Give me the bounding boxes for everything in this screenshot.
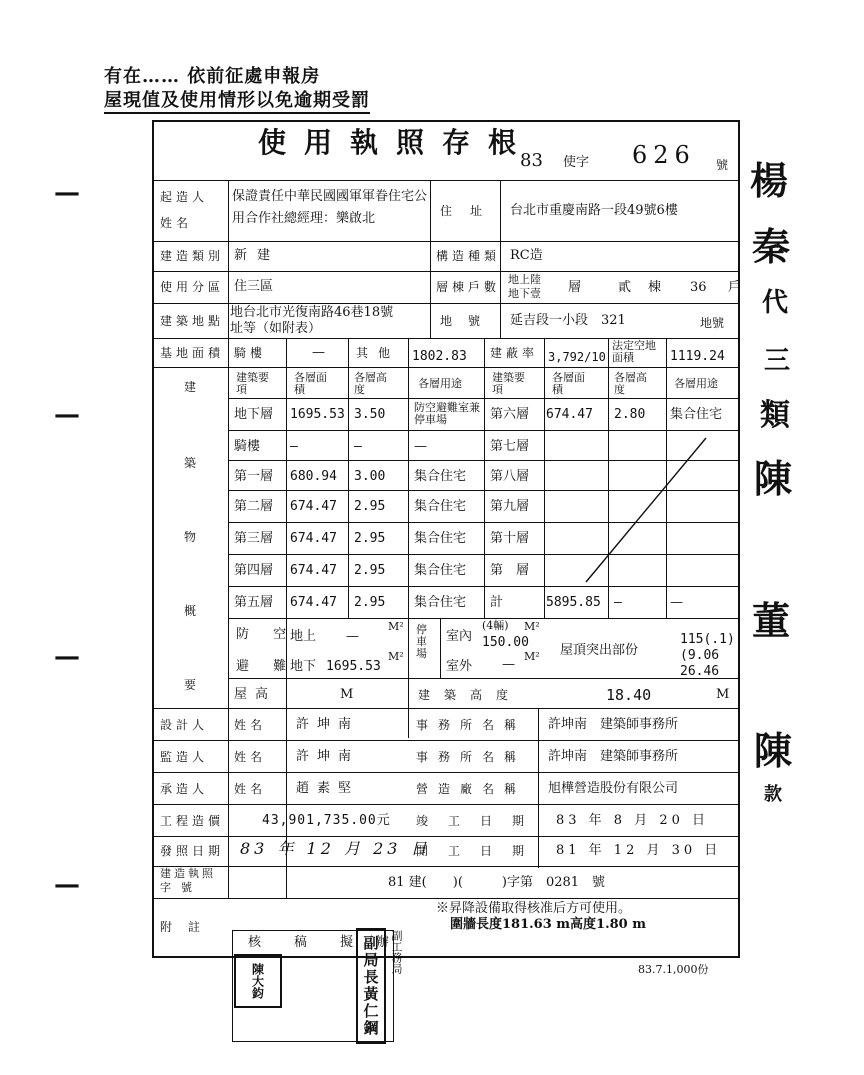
parking-indoor: 室內 [446, 629, 473, 644]
parking-label: 停車場 [416, 623, 427, 660]
right-row-floor: 第九層 [490, 499, 530, 514]
floors-above: 地上陸 [508, 273, 541, 286]
right-row-floor: 第十層 [490, 531, 530, 546]
right-row-use: 集合住宅 [670, 407, 723, 422]
designer-name: 許坤南 [296, 717, 360, 732]
completion-date: 83 年 8 月 20 日 [556, 813, 710, 828]
left-row-height: — [354, 439, 362, 454]
approval-1: 核 [248, 935, 262, 950]
contractor-name-label: 姓名 [234, 782, 267, 796]
left-row-use: 集合住宅 [414, 499, 467, 514]
coverage-label: 建蔽率 [490, 346, 539, 360]
supervisor-office-label: 事務所名稱 [416, 750, 527, 764]
type-label: 建造類別 [160, 249, 225, 263]
note-label: 附註 [160, 920, 217, 934]
builder-name: 保證責任中華民國國軍軍眷住宅公用合作社總經理：樂啟北 [232, 189, 428, 226]
floors-unit: 層 [568, 280, 582, 295]
roof-value-1: 115(.1) [680, 632, 735, 647]
site-address-note: 址等（如附表） [230, 321, 322, 336]
header-note-line1: 有在…… 依前征處申報房 [104, 66, 321, 87]
shelter-label-bottom: 避 難 [236, 659, 297, 674]
section-char-4: 概 [184, 604, 201, 618]
site-address: 地台北市光復南路46巷18號 [230, 305, 394, 320]
left-row-area: 680.94 [290, 469, 337, 484]
designer-name-label: 姓名 [234, 718, 267, 732]
cost-label: 工程造價 [160, 814, 225, 828]
permit-label-2: 字號 [160, 881, 202, 894]
arcade-label: 騎樓 [234, 346, 267, 360]
col-area-left: 各層面積 [294, 371, 327, 396]
right-row-use: — [670, 595, 683, 610]
right-row-floor: 計 [490, 595, 504, 610]
side-mark-5: 類 [760, 398, 790, 433]
col-use-left: 各層用途 [418, 377, 462, 390]
left-row-floor: 騎樓 [234, 439, 261, 454]
lot-value: 延吉段一小段 321 [510, 313, 626, 328]
left-row-area: — [290, 439, 298, 454]
arcade-value: — [312, 345, 325, 360]
seal-title: 副工務局 [390, 930, 403, 974]
left-row-floor: 第四層 [234, 563, 274, 578]
structure-value: RC造 [510, 248, 543, 263]
shelter-above: 地上 [290, 629, 317, 644]
shelter-below: 地下 [290, 659, 317, 674]
left-row-area: 674.47 [290, 531, 337, 546]
left-row-height: 3.50 [354, 407, 386, 422]
floors-below: 地下壹 [508, 287, 541, 300]
title-number: 626 [632, 141, 696, 169]
left-row-height: 3.00 [354, 469, 386, 484]
left-row-floor: 第二層 [234, 499, 274, 514]
title-year: 83 [520, 150, 543, 171]
margin-dash-3: — [54, 642, 80, 672]
designer-office: 許坤南 建築師事務所 [548, 717, 679, 732]
void-strike [546, 432, 736, 618]
side-mark-6: 陳 [754, 456, 793, 501]
coverage-value: 3,792/10 [548, 350, 606, 364]
section-char-1: 建 [184, 380, 201, 394]
start-date: 81 年 12 月 30 日 [556, 843, 722, 858]
note-line-2: 圍牆長度181.63 m高度1.80 m [450, 917, 646, 932]
left-row-use: 集合住宅 [414, 595, 467, 610]
side-mark-1: 楊 [750, 158, 789, 203]
left-row-use: 集合住宅 [414, 469, 467, 484]
section-char-2: 築 [184, 456, 201, 470]
left-row-use: — [414, 439, 427, 454]
open-space-label: 法定空地面積 [612, 339, 656, 364]
left-row-floor: 第一層 [234, 469, 274, 484]
builder-address: 台北市重慶南路一段49號6樓 [510, 203, 678, 218]
left-row-area: 674.47 [290, 595, 337, 610]
other-value: 1802.83 [412, 349, 467, 364]
col-height-right: 各層高度 [614, 371, 647, 396]
right-row-floor: 第六層 [490, 407, 530, 422]
shelter-above-value: — [346, 629, 359, 644]
col-area-right: 各層面積 [552, 371, 585, 396]
parking-outdoor-value: — [502, 657, 515, 672]
side-mark-7: 董 [752, 598, 791, 643]
side-mark-4: 三 [764, 346, 791, 376]
height-label: 建築高度 [418, 688, 523, 702]
parking-indoor-value: 150.00 [482, 635, 529, 650]
right-row-height: — [614, 595, 622, 610]
issue-date: 83 年 12 月 23 日 [240, 839, 431, 858]
side-mark-2: 秦 [752, 224, 791, 269]
supervisor-office: 許坤南 建築師事務所 [548, 749, 679, 764]
right-row-floor: 第七層 [490, 439, 530, 454]
section-char-3: 物 [184, 530, 201, 544]
contractor-company: 旭樺營造股份有限公司 [548, 781, 679, 796]
margin-dash-4: — [54, 870, 80, 900]
side-mark-8: 陳 [754, 728, 793, 773]
permit-number: 81 建( )( )字第 0281 號 [388, 875, 606, 890]
supervisor-label: 監造人 [160, 750, 209, 764]
left-row-use: 集合住宅 [414, 531, 467, 546]
left-row-use: 防空避難室兼停車場 [414, 401, 480, 426]
left-row-height: 2.95 [354, 531, 386, 546]
start-label: 開工日期 [416, 844, 545, 858]
margin-dash-1: — [54, 178, 80, 208]
households-unit: 戶 [728, 280, 742, 295]
parking-outdoor: 室外 [446, 659, 473, 674]
title-suffix: 號 [716, 158, 729, 172]
builder-label: 起造人 [160, 190, 209, 204]
deputy-director-seal: 副局長黃仁鋼 [356, 928, 386, 1044]
builder-name-label: 姓名 [160, 216, 193, 230]
eave-label: 屋高 [234, 687, 277, 702]
height-value: 18.40 [606, 686, 652, 704]
col-item-left: 建築要項 [236, 371, 269, 396]
structure-label: 構造種類 [436, 249, 501, 263]
side-mark-3: 代 [762, 288, 789, 318]
type-value: 新建 [234, 248, 281, 263]
left-row-height: 2.95 [354, 595, 386, 610]
contractor-name: 趙素堅 [296, 781, 360, 796]
parking-indoor-note: (4輛) [482, 619, 509, 632]
floors-label: 層棟戶數 [436, 280, 501, 294]
zone-value: 住三區 [234, 279, 274, 294]
right-row-floor: 第 層 [490, 563, 530, 578]
buildings-count: 貳 [618, 280, 632, 295]
contractor-label: 承造人 [160, 782, 209, 796]
cost-value: 43,901,735.00元 [262, 813, 391, 828]
left-row-use: 集合住宅 [414, 563, 467, 578]
right-row-area: 5895.85 [546, 595, 601, 610]
header-note-line2: 屋現值及使用情形以免逾期受罰 [104, 86, 370, 114]
col-height-left: 各層高度 [354, 371, 387, 396]
left-row-area: 674.47 [290, 563, 337, 578]
approval-4: 辦 [376, 935, 390, 950]
designer-label: 設計人 [160, 718, 209, 732]
section-char-5: 要 [184, 678, 201, 692]
supervisor-name-label: 姓名 [234, 750, 267, 764]
section-chief-stamp: 陳大鈞 [234, 954, 282, 1008]
permit-label-1: 建造執照 [160, 867, 216, 880]
lot-label: 地號 [440, 314, 497, 328]
roof-value-3: 26.46 [680, 664, 720, 679]
buildings-unit: 棟 [648, 280, 662, 295]
issue-label: 發照日期 [160, 844, 225, 858]
approval-3: 擬 [340, 935, 354, 950]
eave-value: M [340, 687, 354, 702]
left-row-height: 2.95 [354, 563, 386, 578]
roof-label: 屋頂突出部份 [560, 643, 639, 658]
right-row-floor: 第八層 [490, 469, 530, 484]
lot-suffix: 地號 [700, 316, 725, 330]
col-use-right: 各層用途 [674, 377, 718, 390]
builder-address-label: 住址 [440, 204, 501, 218]
note-line-1: ※昇降設備取得核准后方可使用。 [436, 901, 632, 916]
shelter-below-value: 1695.53 [326, 659, 381, 674]
margin-dash-2: — [54, 400, 80, 430]
left-row-floor: 地下層 [234, 407, 274, 422]
designer-office-label: 事務所名稱 [416, 718, 527, 732]
form-title: 使用執照存根 [258, 126, 535, 159]
left-row-area: 1695.53 [290, 407, 345, 422]
title-prefix: 使字 [563, 155, 590, 170]
right-row-area: 674.47 [546, 407, 593, 422]
contractor-company-label: 營造廠名稱 [416, 782, 527, 796]
completion-label: 竣工日期 [416, 814, 545, 828]
shelter-label-top: 防 空 [236, 627, 297, 642]
right-row-height: 2.80 [614, 407, 646, 422]
open-space-value: 1119.24 [670, 349, 725, 364]
approval-2: 稿 [294, 935, 308, 950]
print-info: 83.7.1,000份 [638, 963, 709, 976]
zone-label: 使用分區 [160, 280, 225, 294]
left-row-floor: 第三層 [234, 531, 274, 546]
site-label: 建築地點 [160, 314, 225, 328]
col-item-right: 建築要項 [492, 371, 525, 396]
roof-value-2: (9.06 [680, 648, 720, 663]
left-row-area: 674.47 [290, 499, 337, 514]
households-count: 36 [690, 280, 707, 295]
left-row-floor: 第五層 [234, 595, 274, 610]
side-mark-9: 款 [764, 784, 782, 805]
other-label: 其他 [356, 346, 401, 360]
supervisor-name: 許坤南 [296, 749, 360, 764]
left-row-height: 2.95 [354, 499, 386, 514]
site-area-label: 基地面積 [160, 346, 225, 360]
